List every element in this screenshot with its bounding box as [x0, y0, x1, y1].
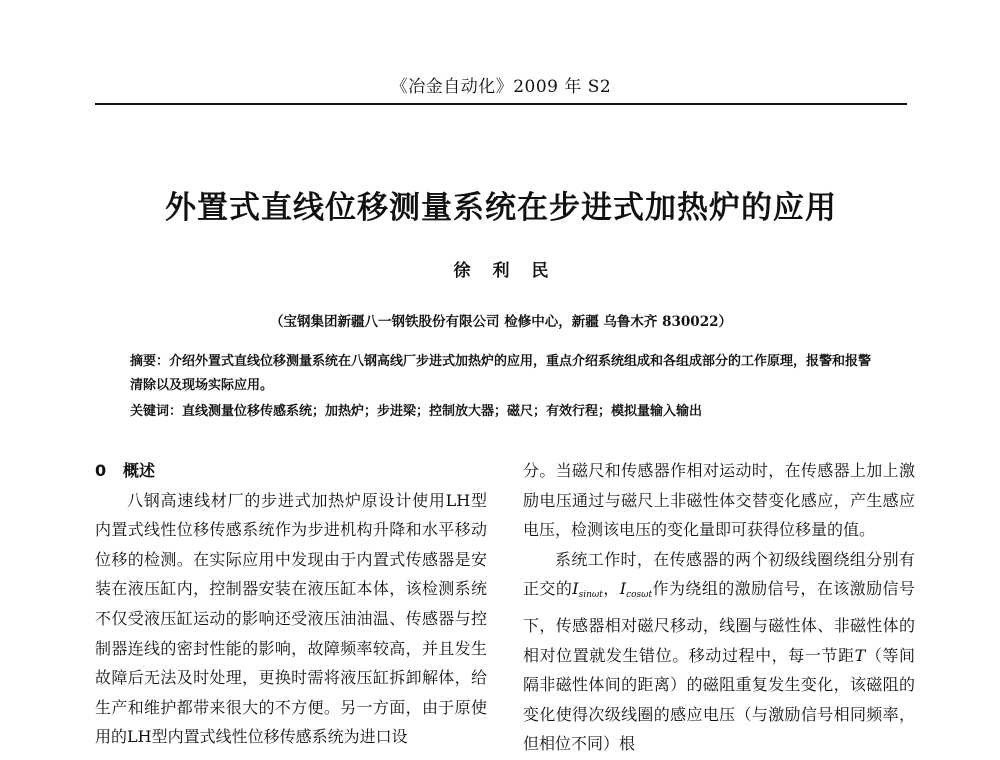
symbol-i-sin: I	[572, 579, 579, 599]
section-title: 概述	[123, 461, 156, 480]
operation-text-3: （等间隔非磁性体间的距离）的磁阻重复发生变化，该磁阻的变化使得次级线圈的感应电压（与激励信号相同频率，但相位不同）根	[523, 645, 915, 754]
section-heading	[95, 456, 487, 486]
subscript-cos: cosωt	[626, 590, 653, 601]
author-name: 徐利民	[453, 261, 571, 281]
keywords-text: 直线测量位移传感系统；加热炉；步进梁；控制放大器；磁尺；有效行程；模拟量输入输出	[182, 404, 703, 419]
subscript-sin: sinωt	[578, 590, 603, 601]
intro-paragraph: 八钢高速线材厂的步进式加热炉原设计使用LH型内置式线性位移传感系统作为步进机构升降和水平移动位移的检测。在实际应用中发现由于内置式传感器是安装在液压缸内，控制器安装在液压缸本体，该检测系统不仅受液压缸运动的影响还受液压油油温、传感器与控制器连线的密封性能的影响，故障频率较高，并且发生故障后无法及时处理，更换时需将液压缸拆卸解体，给生产和维护都带来很大的不方便。另一方面，由于原使用的LH型内置式线性位移传感系统为进口设	[95, 490, 487, 747]
left-column	[95, 456, 487, 760]
section-number: 0	[95, 461, 107, 480]
author-affiliation: （宝钢集团新疆八一钢铁股份有限公司 检修中心，新疆 乌鲁木齐 830022）	[270, 314, 732, 330]
header-rule	[95, 103, 907, 105]
article-title: 外置式直线位移测量系统在步进式加热炉的应用	[165, 190, 837, 226]
symbol-separator: ，	[602, 579, 620, 599]
principle-paragraph: 分。当磁尺和传感器作相对运动时，在传感器上加上激励电压通过与磁尺上非磁性体交替变化感应，产生感应电压，检测该电压的变化量即可获得位移量的值。	[523, 461, 915, 540]
operation-text-1: 系统工作时，在传感器的两个初级线圈绕组分别有正交的	[523, 549, 915, 599]
running-header: 《冶金自动化》2009 年 S2	[390, 77, 612, 97]
symbol-t: T	[854, 645, 866, 665]
abstract	[130, 350, 872, 398]
right-column	[523, 456, 915, 760]
keywords	[130, 400, 872, 424]
operation-paragraph	[523, 545, 915, 759]
operation-text-2: 作为绕组的激励信号，在该激励信号下，传感器相对磁尺移动，线圈与磁性体、非磁性体的相对位置就发生错位。移动过程中，每一节距	[523, 579, 915, 665]
symbol-i-cos: I	[619, 579, 627, 599]
keywords-label: 关键词：	[130, 404, 183, 419]
abstract-label: 摘要：	[130, 354, 170, 369]
abstract-text: 介绍外置式直线位移测量系统在八钢高线厂步进式加热炉的应用，重点介绍系统组成和各组成部分的工作原理，报警和报警清除以及现场实际应用。	[130, 354, 872, 393]
